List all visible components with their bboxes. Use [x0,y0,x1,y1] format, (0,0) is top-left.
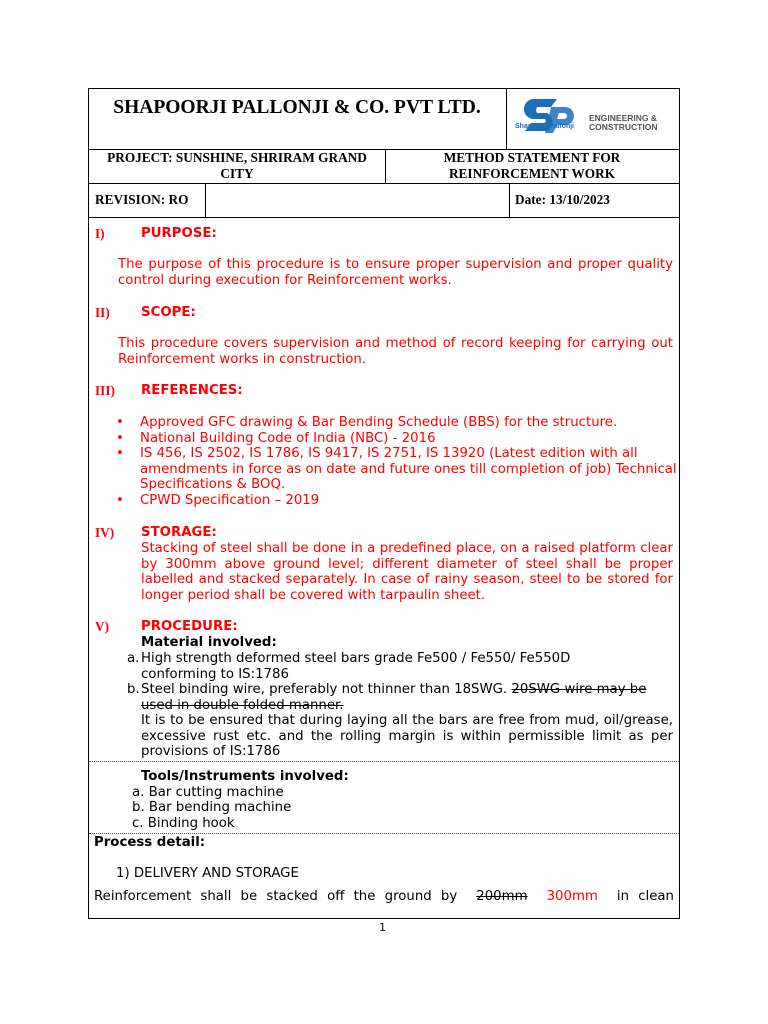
header-rule-3 [89,217,679,218]
revision-label: REVISION: RO [95,192,189,207]
purpose-number: I) [95,226,105,241]
material-b-text: Steel binding wire, preferably not thinner than 18SWG. [141,682,508,697]
process-text-start: Reinforcement shall be stacked off the ground by [94,889,458,904]
process-struck-value: 200mm [476,889,528,904]
reference-bullet: • [116,446,124,461]
material-a-marker: a. [127,651,140,666]
storage-heading: STORAGE: [141,525,217,540]
process-heading: Process detail: [94,835,206,850]
process-step-1: 1) DELIVERY AND STORAGE [116,866,299,881]
reference-item: CPWD Specification – 2019 [140,493,320,508]
logo-tag-line2: CONSTRUCTION [589,122,658,132]
reference-item: Approved GFC drawing & Bar Bending Schedule (BBS) for the structure. [140,415,618,430]
purpose-text: The purpose of this procedure is to ensure proper supervision and proper quality control during execution for Reinforcement works. [118,257,673,288]
date-divider [509,183,510,217]
header-divider [506,89,507,149]
material-item-a: High strength deformed steel bars grade Fe500 / Fe550/ Fe550D conforming to IS:1786 [141,651,571,682]
material-b-marker: b. [127,682,140,697]
tools-heading: Tools/Instruments involved: [141,769,349,784]
project-divider [385,149,386,183]
process-text-end: in clean [616,889,674,904]
header-rule-2 [89,183,679,184]
reference-bullet: • [116,431,124,446]
storage-text: Stacking of steel shall be done in a predefined place, on a raised platform clear by 300mm above ground level; different diameter of steel shall be proper labelled and stacked separately. In case of rainy season, steel to be stored for longer period shall be covered with tarpaulin sheet. [141,541,673,603]
reference-bullet: • [116,415,124,430]
date-label: Date: 13/10/2023 [515,192,610,207]
references-number: III) [95,383,115,398]
process-new-value: 300mm [546,889,598,904]
tools-separator [89,761,679,762]
reference-item: IS 456, IS 2502, IS 1786, IS 9417, IS 2751, IS 13920 (Latest edition with all amendments in force as on date and future ones till completion of job) Technical Specifications & BOQ. [140,446,677,493]
tool-item: a. Bar cutting machine [132,785,284,800]
process-separator [89,833,679,834]
page-number: 1 [379,921,386,934]
document-frame [88,88,680,919]
project-name: PROJECT: SUNSHINE, SHRIRAM GRAND CITY [107,150,367,181]
material-item-b [141,682,681,713]
scope-number: II) [95,305,110,320]
scope-heading: SCOPE: [141,305,196,320]
references-heading: REFERENCES: [141,383,243,398]
material-b-struck-text: 20SWG wire may be used in double folded manner. [141,682,647,713]
company-logo [511,91,677,147]
tool-item: c. Binding hook [132,816,235,831]
storage-number: IV) [95,525,115,540]
company-name: SHAPOORJI PALLONJI & CO. PVT LTD. [113,97,481,118]
logo-tag-line1: ENGINEERING & [589,113,658,123]
document-title: METHOD STATEMENT FOR REINFORCEMENT WORK [443,150,621,181]
tool-item: b. Bar bending machine [132,800,292,815]
revision-divider [205,183,206,217]
reference-bullet: • [116,493,124,508]
purpose-heading: PURPOSE: [141,226,217,241]
material-note: It is to be ensured that during laying all the bars are free from mud, oil/grease, excessive rust etc. and the rolling margin is within permissible limit as per provisions of IS:1786 [141,713,673,760]
material-heading: Material involved: [141,635,277,650]
process-text-line [94,889,674,905]
logo-mark-text: Shapoorji Pallonji [515,123,575,130]
scope-text: This procedure covers supervision and method of record keeping for carrying out Reinforcement works in construction. [118,336,673,367]
reference-item: National Building Code of India (NBC) - 2016 [140,431,436,446]
procedure-number: V) [95,619,110,634]
procedure-heading: PROCEDURE: [141,619,238,634]
